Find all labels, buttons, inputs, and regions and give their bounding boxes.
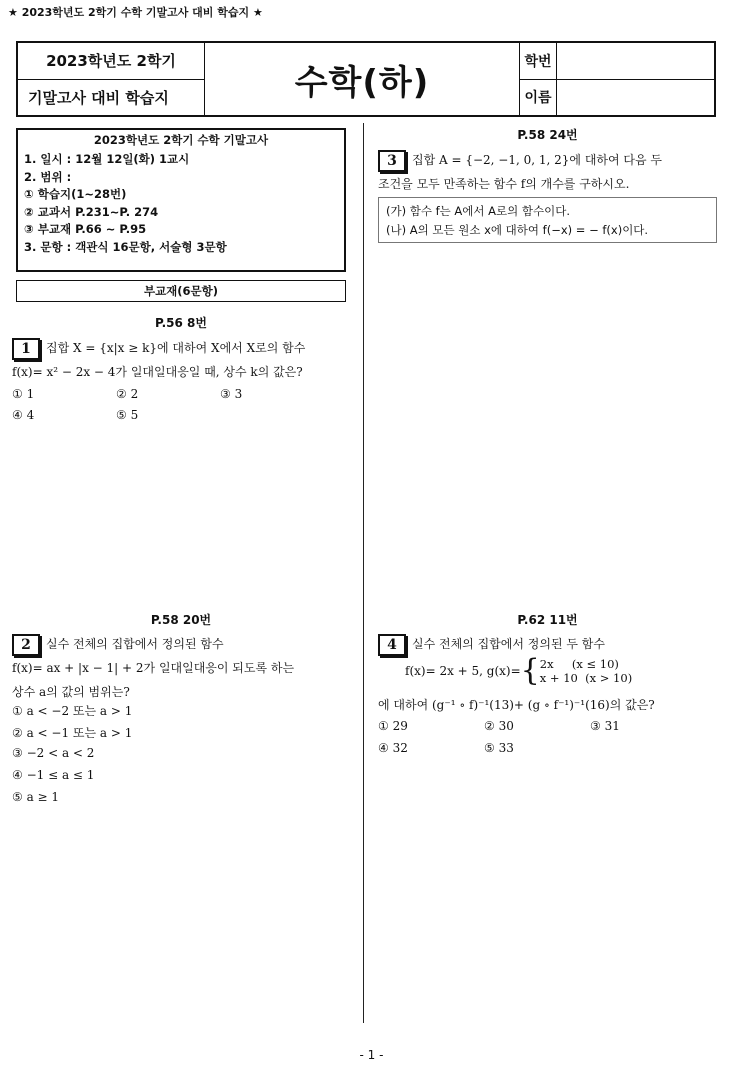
question-2 xyxy=(12,632,357,704)
q3-conditions-box xyxy=(378,197,717,243)
q2-choice: ④ −1 ≤ a ≤ 1 xyxy=(12,768,95,782)
question-number: 2 xyxy=(12,634,40,656)
header-table xyxy=(16,41,716,117)
q1-choice: ① 1 xyxy=(12,387,35,401)
q2-choice: ② a < −1 또는 a > 1 xyxy=(12,726,133,740)
q4-case: 2x (x ≤ 10) xyxy=(539,657,619,671)
student-name-row xyxy=(520,80,714,116)
q2-line1: 실수 전체의 집합에서 정의된 함수 xyxy=(46,637,224,651)
exam-info-title: 2023학년도 2학기 수학 기말고사 xyxy=(93,133,269,147)
q4-choice: ① 29 xyxy=(378,719,408,733)
q4-line1: 실수 전체의 집합에서 정의된 두 함수 xyxy=(412,637,605,651)
section-label: 부교재(6문항) xyxy=(16,280,346,302)
brace-icon: { xyxy=(520,653,540,688)
q4-choice: ④ 32 xyxy=(378,741,408,755)
header-right xyxy=(520,43,714,115)
q4-fdef: f(x)= 2x + 5, g(x)= xyxy=(405,664,521,678)
student-id-row xyxy=(520,43,714,80)
header-subtitle: 기말고사 대비 학습지 xyxy=(28,88,169,107)
question-1 xyxy=(12,336,357,384)
question-4 xyxy=(378,632,723,656)
header-semester: 2023학년도 2학기 xyxy=(18,43,204,80)
q4-line3: 에 대하여 (g⁻¹ ∘ f)⁻¹(13)+ (g ∘ f⁻¹)⁻¹(16)의 값은? xyxy=(378,698,655,712)
q1-choice: ⑤ 5 xyxy=(116,408,139,422)
q2-source: P.58 20번 xyxy=(150,613,212,627)
q4-choice: ② 30 xyxy=(484,719,514,733)
column-divider xyxy=(363,123,364,1023)
exam-info-line: ② 교과서 P.231~P. 274 xyxy=(24,204,159,219)
top-note: ★ 2023학년도 2학기 수학 기말고사 대비 학습지 ★ xyxy=(8,6,263,19)
page-title: 수학(하) xyxy=(205,43,520,115)
page-number: - 1 - xyxy=(359,1048,384,1062)
q2-line3: 상수 a의 값의 범위는? xyxy=(12,685,130,699)
question-number: 1 xyxy=(12,338,40,360)
q3-source: P.58 24번 xyxy=(517,128,578,142)
q4-choice: ③ 31 xyxy=(590,719,620,733)
q2-choice: ⑤ a ≥ 1 xyxy=(12,790,60,804)
q3-condition: (가) 함수 f는 A에서 A로의 함수이다. xyxy=(386,204,570,218)
exam-info-line: 3. 문항 : 객관식 16문항, 서술형 3문항 xyxy=(24,239,227,254)
header-left xyxy=(18,43,205,115)
q3-line1: 집합 A = {−2, −1, 0, 1, 2}에 대하여 다음 두 xyxy=(412,153,663,167)
q2-line2: f(x)= ax + |x − 1| + 2가 일대일대응이 되도록 하는 xyxy=(12,661,295,675)
exam-info-line: ③ 부교재 P.66 ~ P.95 xyxy=(24,222,147,236)
question-number: 4 xyxy=(378,634,406,656)
q3-condition: (나) A의 모든 원소 x에 대하여 f(−x) = − f(x)이다. xyxy=(386,223,649,237)
q4-source: P.62 11번 xyxy=(517,613,578,627)
student-name-field[interactable] xyxy=(557,80,714,116)
q4-choice: ⑤ 33 xyxy=(484,741,514,755)
q1-source: P.56 8번 xyxy=(155,316,207,330)
exam-info-line: 1. 일시 : 12월 12일(화) 1교시 xyxy=(24,152,190,166)
q1-choice: ③ 3 xyxy=(220,387,243,401)
question-3 xyxy=(378,148,723,196)
student-id-label: 학번 xyxy=(520,43,557,79)
q1-line2: f(x)= x² − 2x − 4가 일대일대응일 때, 상수 k의 값은? xyxy=(12,365,303,379)
student-id-field[interactable] xyxy=(557,43,714,79)
q1-choice: ② 2 xyxy=(116,387,139,401)
q4-case: x + 10 (x > 10) xyxy=(539,671,633,685)
q3-line2: 조건을 모두 만족하는 함수 f의 개수를 구하시오. xyxy=(378,177,630,191)
q4-function-def xyxy=(405,653,633,688)
q2-choice: ① a < −2 또는 a > 1 xyxy=(12,704,133,718)
q1-line1: 집합 X = {x|x ≥ k}에 대하여 X에서 X로의 함수 xyxy=(46,341,306,355)
q1-choice: ④ 4 xyxy=(12,408,35,422)
exam-info-line: ① 학습지(1~28번) xyxy=(24,187,127,201)
question-number: 3 xyxy=(378,150,406,172)
student-name-label: 이름 xyxy=(520,80,557,116)
q2-choice: ③ −2 < a < 2 xyxy=(12,746,95,760)
exam-info-box xyxy=(16,128,346,272)
exam-info-line: 2. 범위 : xyxy=(24,169,72,184)
